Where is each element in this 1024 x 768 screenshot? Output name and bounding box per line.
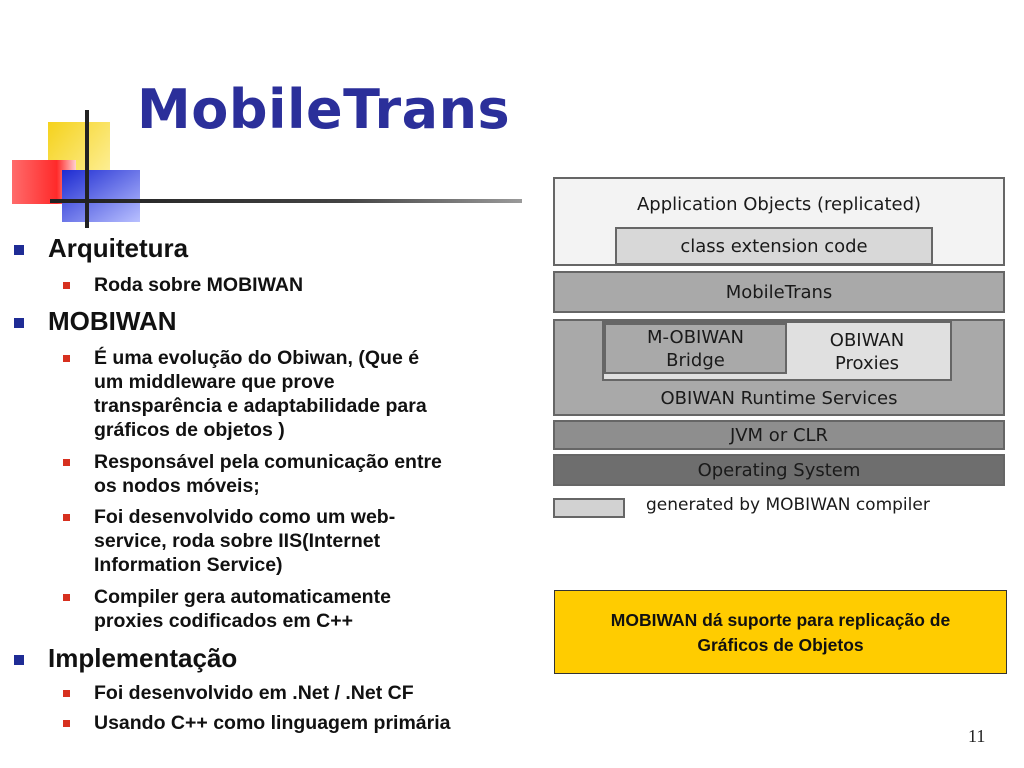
sub-bullet [94, 585, 391, 633]
square-bullet-icon [63, 594, 70, 601]
bullet-implementacao [48, 643, 237, 673]
mobiwan-bridge-label: M-OBIWAN [647, 326, 744, 348]
sub-bullet-text: proxies codificados em C++ [94, 610, 354, 632]
sub-bullet [94, 711, 451, 735]
bullet-label: MOBIWAN [48, 306, 177, 336]
slide-title: MobileTrans [137, 78, 511, 141]
runtime-services-label: OBIWAN Runtime Services [660, 388, 898, 409]
sub-bullet-text: um middleware que prove [94, 371, 335, 393]
square-bullet-icon [63, 514, 70, 521]
mobiwan-bridge-box [604, 323, 787, 374]
obiwan-proxies-label [792, 329, 942, 375]
sub-bullet [94, 273, 303, 297]
sub-bullet-text: Compiler gera automaticamente [94, 586, 391, 608]
square-bullet-icon [63, 720, 70, 727]
sub-bullet-text: Roda sobre MOBIWAN [94, 274, 304, 296]
bullet-arquitetura [48, 233, 188, 263]
square-bullet-icon [14, 318, 24, 328]
class-extension-box: class extension code [615, 227, 933, 265]
sub-bullet-text: Usando C++ como linguagem primária [94, 712, 451, 734]
obiwan-proxies-text: OBIWAN [829, 330, 905, 351]
sub-bullet-text: transparência e adaptabilidade para [94, 395, 427, 417]
mobiletrans-layer: MobileTrans [553, 271, 1005, 313]
square-bullet-icon [14, 655, 24, 665]
callout-box [554, 590, 1007, 674]
operating-system-layer: Operating System [553, 454, 1005, 486]
sub-bullet-text: os nodos móveis; [94, 475, 260, 497]
mobiwan-bridge-label: Bridge [666, 349, 725, 371]
bullet-label: Implementação [48, 643, 238, 673]
callout-text: MOBIWAN dá suporte para replicação de [610, 610, 951, 630]
sub-bullet [94, 681, 414, 705]
square-bullet-icon [63, 355, 70, 362]
sub-bullet-text: Foi desenvolvido em .Net / .Net CF [94, 682, 414, 704]
sub-bullet-text: Foi desenvolvido como um web- [94, 506, 396, 528]
square-bullet-icon [63, 459, 70, 466]
square-bullet-icon [63, 690, 70, 697]
bullet-mobiwan [48, 306, 177, 336]
sub-bullet [94, 505, 395, 577]
sub-bullet-text: É uma evolução do Obiwan, (Que é [94, 347, 420, 369]
sub-bullet-text: gráficos de objetos ) [94, 419, 285, 441]
legend-swatch [553, 498, 625, 518]
title-underline [85, 199, 522, 203]
callout-text: Gráficos de Objetos [697, 635, 864, 655]
obiwan-proxies-text: Proxies [834, 353, 900, 374]
legend-label: generated by MOBIWAN compiler [646, 495, 930, 515]
jvm-clr-layer: JVM or CLR [553, 420, 1005, 450]
application-objects-label: Application Objects (replicated) [636, 194, 922, 215]
slide-logo [0, 0, 160, 240]
bullet-label: Arquitetura [48, 233, 189, 263]
architecture-diagram [552, 176, 1008, 522]
sub-bullet-text: Information Service) [94, 554, 283, 576]
sub-bullet-text: Responsável pela comunicação entre [94, 451, 442, 473]
square-bullet-icon [14, 245, 24, 255]
page-number: 11 [968, 726, 986, 746]
sub-bullet-text: service, roda sobre IIS(Internet [94, 530, 381, 552]
square-bullet-icon [63, 282, 70, 289]
sub-bullet [94, 346, 427, 442]
sub-bullet [94, 450, 442, 498]
